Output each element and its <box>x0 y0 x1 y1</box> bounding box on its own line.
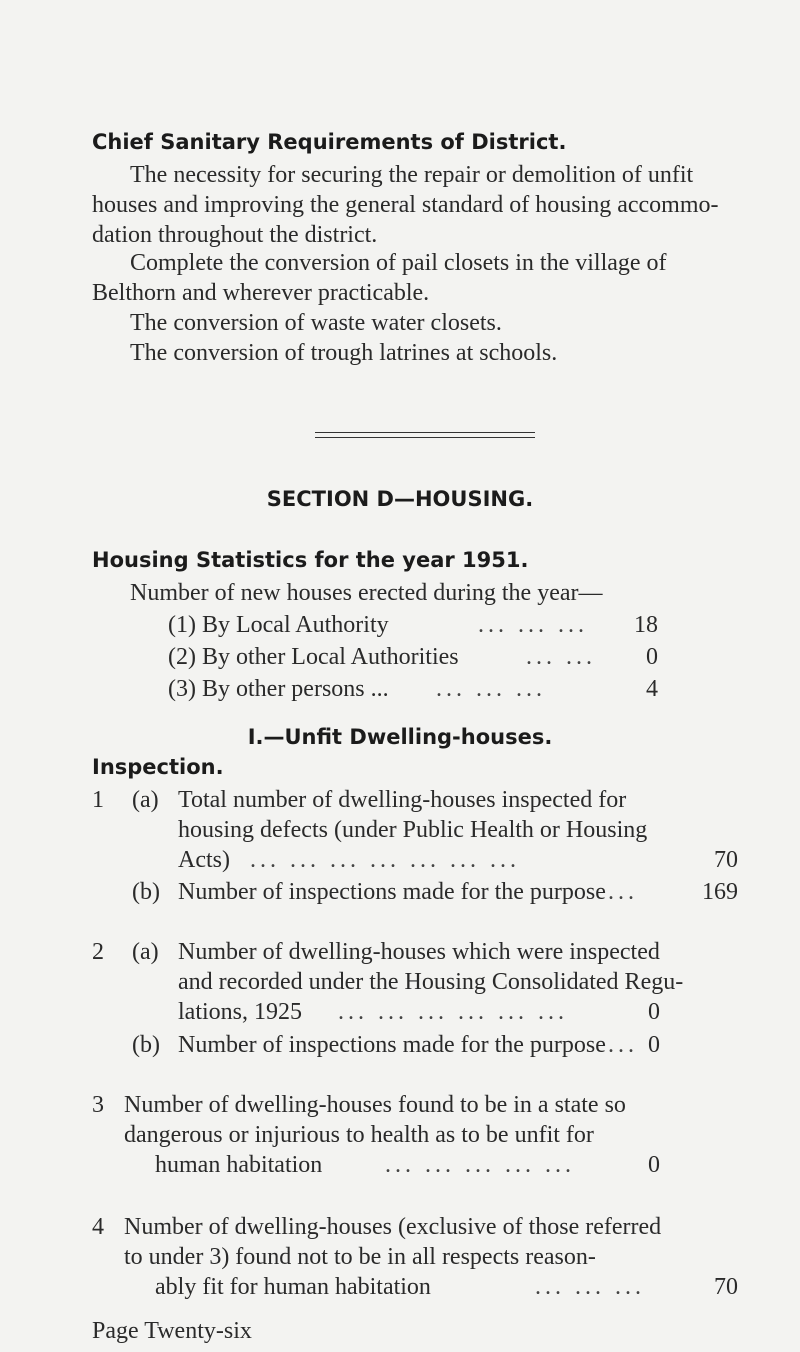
requirements-title: Chief Sanitary Requirements of District. <box>92 130 567 154</box>
item-value: 70 <box>714 1274 738 1300</box>
stats-row-value: 0 <box>646 644 658 670</box>
unfit-title: I.—Unfit Dwelling-houses. <box>247 725 553 749</box>
item-sub: (a) <box>132 939 159 965</box>
requirement-item-2: Complete the conversion of pail closets in the village of Belthorn and wherever practicable. <box>92 250 667 306</box>
item-last-text: ably fit for human habitation <box>155 1274 431 1300</box>
item-last-line <box>178 997 660 1027</box>
stats-row-label: (3) By other persons ... <box>168 676 389 702</box>
item-last-text: Acts) <box>178 847 230 873</box>
stats-row <box>168 642 658 672</box>
item-last-text: lations, 1925 <box>178 999 302 1025</box>
stats-row-leader: ... ... <box>526 644 596 670</box>
item-text: Number of dwelling-houses which were inspected and recorded under the Housing Consolidated Regu- <box>178 939 684 995</box>
item-leader: ... ... ... ... ... ... ... <box>250 847 520 873</box>
item-sub: (b) <box>132 1032 160 1058</box>
item-last-line <box>178 877 738 907</box>
item-number: 4 <box>92 1214 104 1240</box>
item-last-text: human habitation <box>155 1152 323 1178</box>
stats-row <box>168 674 658 704</box>
item-leader: ... ... ... <box>535 1274 645 1300</box>
item-last-line <box>178 845 738 875</box>
stats-row-value: 4 <box>646 676 658 702</box>
item-text: Total number of dwelling-houses inspected for housing defects (under Public Health or Housing <box>178 787 648 843</box>
item-sub: (a) <box>132 787 159 813</box>
stats-row-leader: ... ... ... <box>478 612 588 638</box>
item-last-line <box>178 1030 660 1060</box>
item-leader: ... ... ... ... ... <box>385 1152 575 1178</box>
item-last-line <box>155 1272 738 1302</box>
requirement-item-4: The conversion of trough latrines at schools. <box>130 340 558 366</box>
item-number: 3 <box>92 1092 104 1118</box>
item-number: 1 <box>92 787 104 813</box>
item-value: 0 <box>648 999 660 1025</box>
divider-rule-bottom <box>315 437 535 438</box>
requirement-item-1: The necessity for securing the repair or demolition of unfit houses and improving the general standard of housing accommodation throughout the district. <box>92 162 719 248</box>
item-last-line <box>155 1150 660 1180</box>
item-number: 2 <box>92 939 104 965</box>
inspection-subtitle: Inspection. <box>92 755 224 779</box>
item-text: Number of dwelling-houses found to be in a state so dangerous or injurious to health as to be unfit for <box>124 1092 626 1148</box>
stats-row-label: (1) By Local Authority <box>168 612 389 638</box>
stats-row <box>168 610 658 640</box>
stats-intro: Number of new houses erected during the year— <box>130 580 603 606</box>
item-value: 169 <box>702 879 738 905</box>
item-sub: (b) <box>132 879 160 905</box>
item-leader: ... ... ... ... ... ... <box>338 999 568 1025</box>
item-leader: ... <box>608 879 638 905</box>
item-value: 0 <box>648 1152 660 1178</box>
item-last-text: Number of inspections made for the purpose <box>178 1032 606 1058</box>
item-leader: ... <box>608 1032 638 1058</box>
stats-row-value: 18 <box>634 612 658 638</box>
item-value: 70 <box>714 847 738 873</box>
stats-title: Housing Statistics for the year 1951. <box>92 548 529 572</box>
divider-rule-top <box>315 432 535 433</box>
section-title: SECTION D—HOUSING. <box>266 487 534 511</box>
item-last-text: Number of inspections made for the purpose <box>178 879 606 905</box>
stats-row-leader: ... ... ... <box>436 676 546 702</box>
page-number: Page Twenty-six <box>92 1318 252 1344</box>
requirement-item-3: The conversion of waste water closets. <box>130 310 502 336</box>
item-text: Number of dwelling-houses (exclusive of those referred to under 3) found not to be in all respects reason- <box>124 1214 662 1270</box>
stats-row-label: (2) By other Local Authorities <box>168 644 459 670</box>
item-value: 0 <box>648 1032 660 1058</box>
